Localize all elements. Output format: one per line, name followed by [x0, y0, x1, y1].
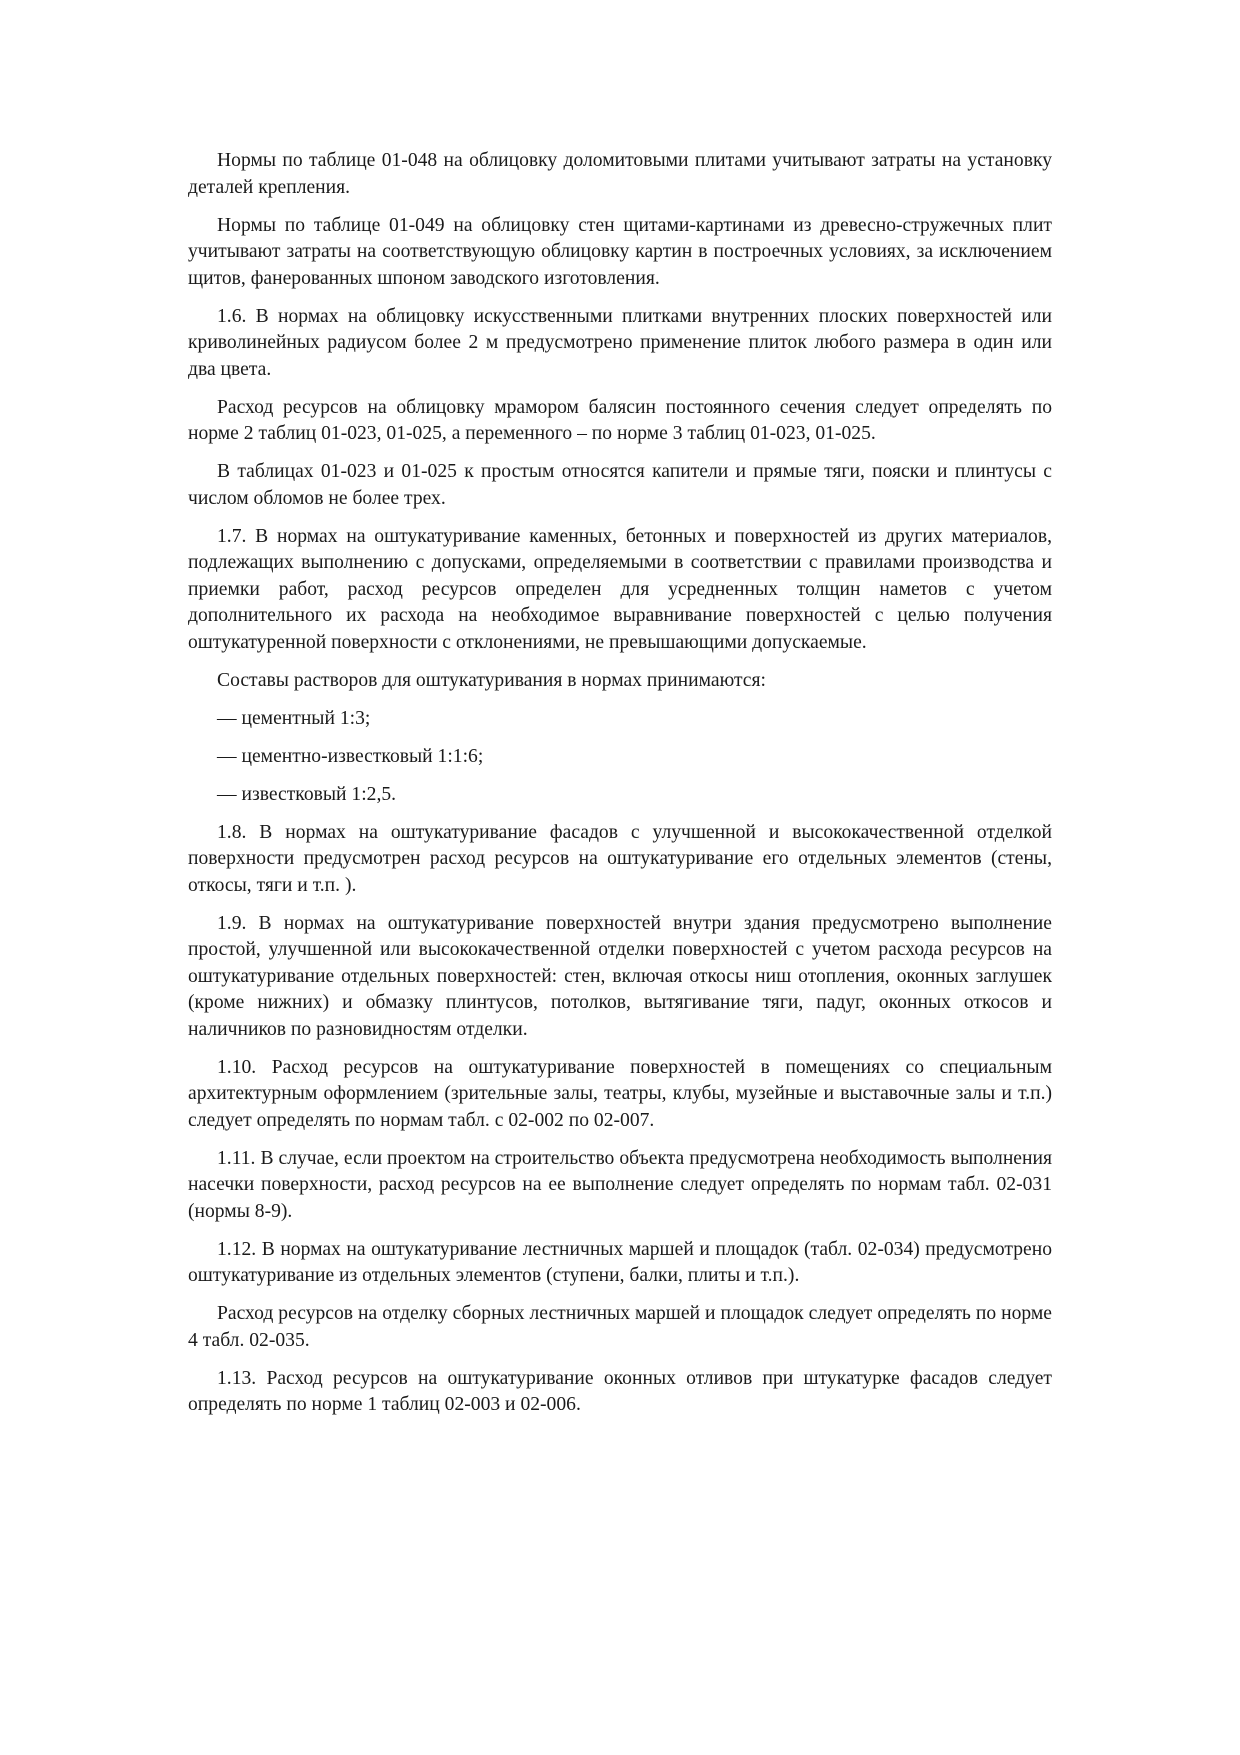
paragraph-section-1-12: 1.12. В нормах на оштукатуривание лестничных маршей и площадок (табл. 02-034) предусмотрено оштукатуривание из отдельных элементов (ступени, балки, плиты и т.п.).	[188, 1238, 1052, 1286]
paragraph-section-1-10: 1.10. Расход ресурсов на оштукатуривание поверхностей в помещениях со специальным архитектурным оформлением (зрительные залы, театры, клубы, музейные и выставочные залы и т.п.) следует определять по нормам табл. с 02-002 по 02-007.	[188, 1056, 1052, 1131]
paragraph: Расход ресурсов на отделку сборных лестничных маршей и площадок следует определять по норме 4 табл. 02-035.	[188, 1303, 1052, 1351]
paragraph-section-1-7: 1.7. В нормах на оштукатуривание каменных, бетонных и поверхностей из других материалов, подлежащих выполнению с допусками, определяемыми в соответствии с правилами производства и приемки работ, расход ресурсов определен для усредненных толщин наметов с учетом дополнительного их расхода на необходимое выравнивание поверхностей с целью получения оштукатуренной поверхности с отклонениями, не превышающими допускаемые.	[188, 525, 1052, 653]
paragraph: Расход ресурсов на облицовку мрамором балясин постоянного сечения следует определять по норме 2 таблиц 01-023, 01-025, а переменного – по норме 3 таблиц 01-023, 01-025.	[188, 396, 1052, 444]
paragraph-section-1-8: 1.8. В нормах на оштукатуривание фасадов с улучшенной и высококачественной отделкой поверхности предусмотрен расход ресурсов на оштукатуривание его отдельных элементов (стены, откосы, тяги и т.п. ).	[188, 821, 1052, 896]
paragraph: Нормы по таблице 01-049 на облицовку стен щитами-картинами из древесно-стружечных плит учитывают затраты на соответствующую облицовку картин в построечных условиях, за исключением щитов, фанерованных шпоном заводского изготовления.	[188, 214, 1052, 289]
paragraph-mortar-intro: Составы растворов для оштукатуривания в нормах принимаются:	[217, 669, 766, 691]
paragraph-section-1-13: 1.13. Расход ресурсов на оштукатуривание оконных отливов при штукатурке фасадов следует определять по норме 1 таблиц 02-003 и 02-006.	[188, 1367, 1052, 1415]
list-item-lime: — известковый 1:2,5.	[217, 783, 397, 805]
paragraph: В таблицах 01-023 и 01-025 к простым относятся капители и прямые тяги, пояски и плинтусы с числом обломов не более трех.	[188, 461, 1052, 509]
document-body	[188, 148, 1052, 1419]
paragraph: Нормы по таблице 01-048 на облицовку доломитовыми плитами учитывают затраты на установку деталей крепления.	[188, 150, 1052, 198]
paragraph-section-1-11: 1.11. В случае, если проектом на строительство объекта предусмотрена необходимость выполнения насечки поверхности, расход ресурсов на ее выполнение следует определять по нормам табл. 02-031 (нормы 8-9).	[188, 1147, 1052, 1222]
paragraph-section-1-6: 1.6. В нормах на облицовку искусственными плитками внутренних плоских поверхностей или криволинейных радиусом более 2 м предусмотрено применение плиток любого размера в один или два цвета.	[188, 305, 1052, 380]
paragraph-section-1-9: 1.9. В нормах на оштукатуривание поверхностей внутри здания предусмотрено выполнение простой, улучшенной или высококачественной отделки поверхностей с учетом расхода ресурсов на оштукатуривание отдельных поверхностей: стен, включая откосы ниш отопления, оконных заглушек (кроме нижних) и обмазку плинтусов, потолков, вытягивание тяги, падуг, оконных откосов и наличников по разновидностям отделки.	[188, 912, 1052, 1040]
list-item-cement: — цементный 1:3;	[217, 707, 371, 729]
list-item-cement-lime: — цементно-известковый 1:1:6;	[217, 745, 484, 767]
